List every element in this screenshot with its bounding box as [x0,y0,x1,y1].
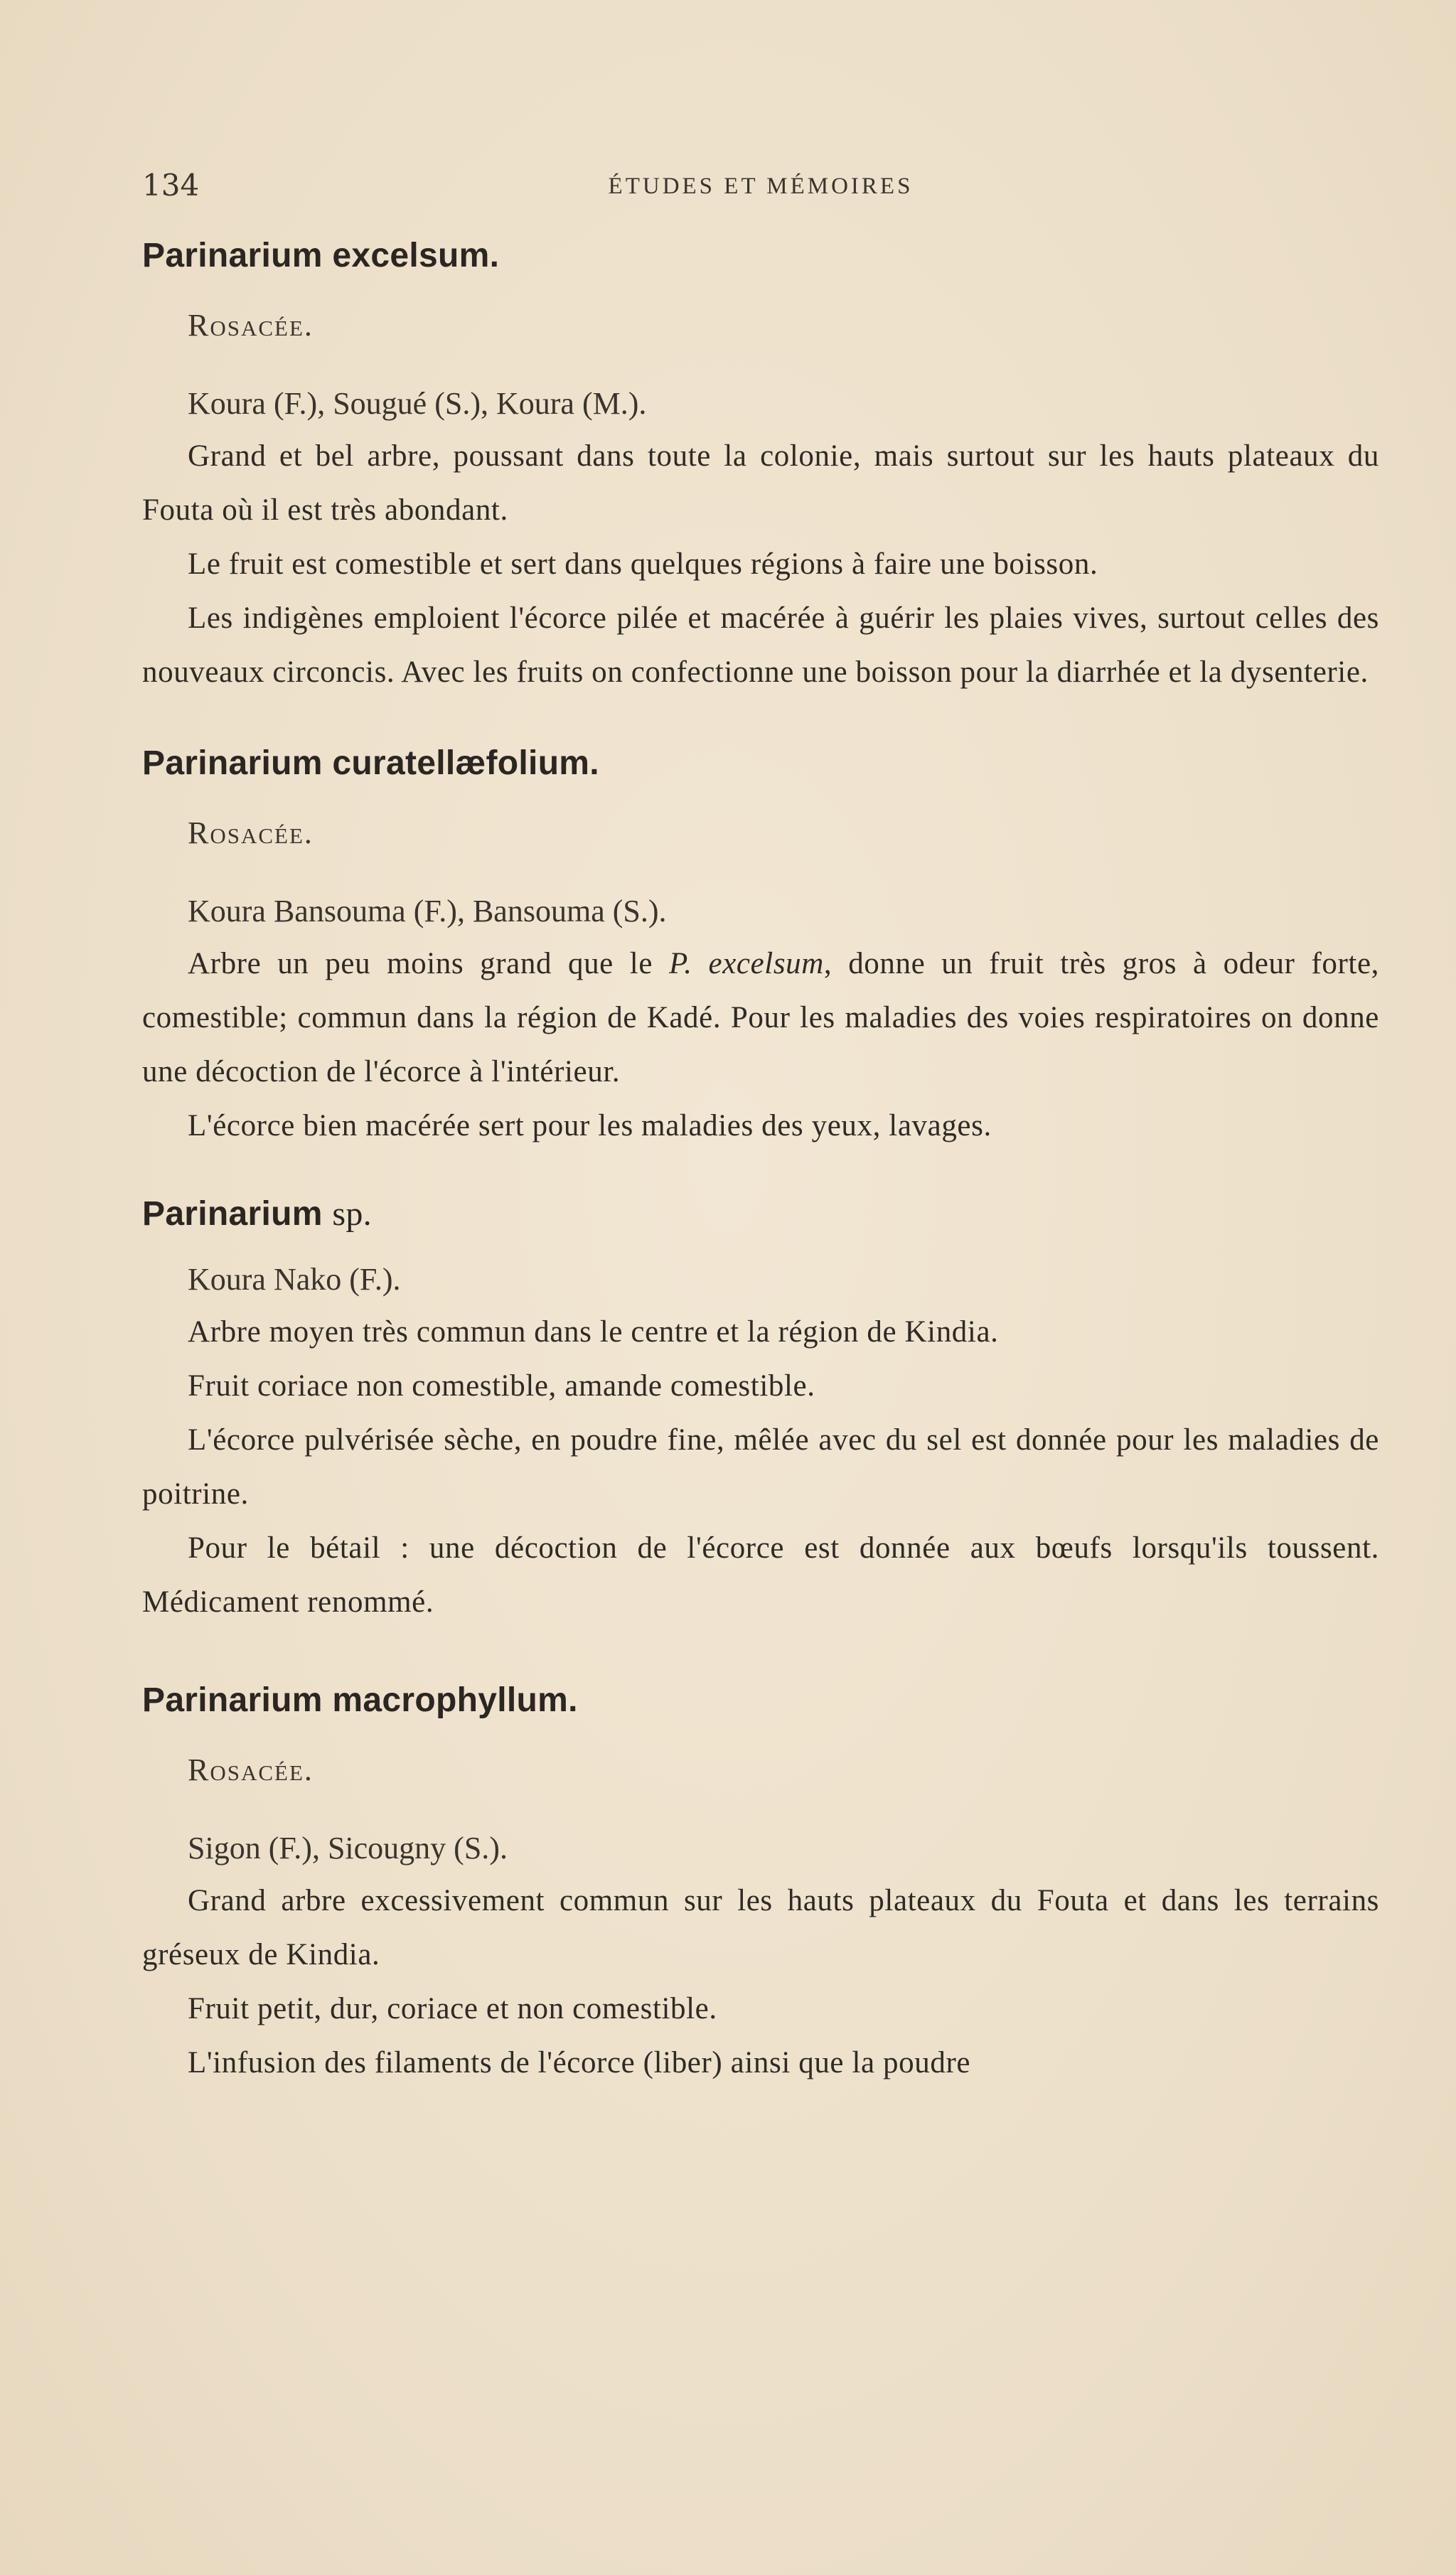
vernacular-names: Koura (F.), Sougué (S.), Koura (M.). [188,386,647,421]
entry-parinarium-sp [142,1193,1379,1629]
family-name: Rosacée. [188,308,314,343]
paragraph: Pour le bétail : une décoction de l'écorce est donnée aux bœufs lorsqu'ils toussent. Médicament renommé. [142,1531,1379,1619]
entry-parinarium-curatellaefolium [142,742,1379,1153]
paragraph: Grand arbre excessivement commun sur les hauts plateaux du Fouta et dans les terrains gréseux de Kindia. [142,1884,1379,1971]
paragraph: Fruit petit, dur, coriace et non comestible. [188,1992,717,2025]
species-title: Parinarium macrophyllum. [142,1681,578,1719]
paragraph: Arbre un peu moins grand que le P. excelsum, donne un fruit très gros à odeur forte, comestible; commun dans la région de Kadé. Pour les maladies des voies respiratoires on donne une décoction de l'écorce à l'intérieur. [142,947,1379,1088]
paragraph: Grand et bel arbre, poussant dans toute la colonie, mais surtout sur les hauts plateaux du Fouta où il est très abondant. [142,439,1379,527]
species-reference: P. excelsum [668,947,824,980]
species-title: Parinarium excelsum. [142,237,500,274]
vernacular-names: Koura Bansouma (F.), Bansouma (S.). [188,894,667,928]
paragraph: Fruit coriace non comestible, amande comestible. [188,1369,815,1403]
paragraph: Le fruit est comestible et sert dans quelques régions à faire une boisson. [188,547,1098,581]
species-title: Parinarium sp. [142,1195,372,1233]
page-body [142,235,1379,2090]
paragraph: Les indigènes emploient l'écorce pilée et macérée à guérir les plaies vives, surtout celles des nouveaux circoncis. Avec les fruits on confectionne une boisson pour la diarrhée et la dysenterie. [142,601,1379,689]
vernacular-names: Sigon (F.), Sicougny (S.). [188,1831,508,1865]
species-title: Parinarium curatellæfolium. [142,744,599,782]
paragraph: L'écorce bien macérée sert pour les maladies des yeux, lavages. [188,1109,992,1142]
family-name: Rosacée. [188,1752,314,1787]
vernacular-names: Koura Nako (F.). [188,1262,401,1297]
page-number: 134 [142,168,200,203]
entry-parinarium-excelsum [142,235,1379,700]
journal-title: ÉTUDES ET MÉMOIRES [608,173,914,199]
running-head [142,168,1379,210]
paragraph: Arbre moyen très commun dans le centre et la région de Kindia. [188,1315,999,1349]
paragraph: L'infusion des filaments de l'écorce (liber) ainsi que la poudre [188,2046,971,2079]
paragraph: L'écorce pulvérisée sèche, en poudre fine, mêlée avec du sel est donnée pour les maladies de poitrine. [142,1423,1379,1511]
family-name: Rosacée. [188,815,314,850]
entry-parinarium-macrophyllum [142,1679,1379,2090]
